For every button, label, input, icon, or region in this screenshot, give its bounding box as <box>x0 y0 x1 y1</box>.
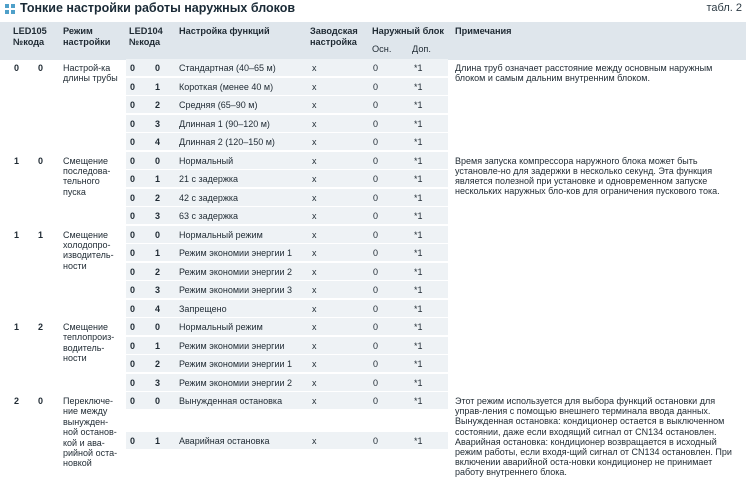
main-cell: 0 <box>373 155 379 166</box>
table-row <box>0 355 746 374</box>
led104-digit-2: 3 <box>155 118 161 129</box>
main-cell: 0 <box>373 303 379 314</box>
main-cell: 0 <box>373 211 379 221</box>
aux-cell: *1 <box>414 248 423 258</box>
factory-cell: x <box>312 303 317 314</box>
aux-cell: *1 <box>414 211 423 221</box>
mode-label: Настрой-ка длины трубы <box>63 63 118 84</box>
led104-digit-1: 0 <box>130 359 136 369</box>
led105-digit-1: 2 <box>14 396 20 406</box>
led104-digit-1: 0 <box>130 303 136 314</box>
main-cell: 0 <box>373 396 379 406</box>
factory-cell: x <box>312 81 317 92</box>
aux-cell: *1 <box>414 81 423 92</box>
led105-digit-2: 0 <box>38 155 44 166</box>
led104-digit-1: 0 <box>130 174 136 184</box>
header-outdoor: Наружный блок <box>372 26 444 36</box>
header-main: Осн. <box>372 44 392 54</box>
led104-digit-1: 0 <box>130 137 136 147</box>
factory-cell: x <box>312 211 317 221</box>
factory-cell: x <box>312 248 317 258</box>
led104-digit-2: 0 <box>155 155 161 166</box>
row-band <box>126 96 448 113</box>
note-text: Время запуска компрессора наружного блока может быть установле-но для задержки в несколько секунд. Эта функция является полезной при установке и одновременном запуске нескольких наружных бло-ков для ограничения пускового тока. <box>455 155 720 197</box>
led104-digit-1: 0 <box>130 63 136 73</box>
aux-cell: *1 <box>414 377 423 388</box>
header-notes: Примечания <box>455 26 512 36</box>
factory-cell: x <box>312 137 317 147</box>
table-row <box>0 59 746 78</box>
led105-digit-1: 1 <box>14 155 20 166</box>
led104-digit-1: 0 <box>130 266 136 277</box>
table-row <box>0 374 746 393</box>
led104-digit-1: 0 <box>130 211 136 221</box>
led104-digit-1: 0 <box>130 435 136 446</box>
table-title: Тонкие настройки работы наружных блоков <box>20 1 296 15</box>
led105-digit-2: 0 <box>38 396 44 406</box>
led105-digit-2: 2 <box>38 322 44 332</box>
header-led105: LED105 №кода <box>13 26 47 47</box>
table-row <box>0 78 746 97</box>
function-cell: Режим экономии энергии 2 <box>179 266 293 277</box>
table-row <box>0 207 746 226</box>
led104-digit-1: 0 <box>130 285 136 295</box>
aux-cell: *1 <box>414 174 423 184</box>
aux-cell: *1 <box>414 322 423 332</box>
table-row <box>0 133 746 152</box>
row-band <box>126 226 448 243</box>
function-cell: Вынужденная остановка <box>179 396 283 406</box>
row-band <box>126 115 448 132</box>
led104-digit-1: 0 <box>130 248 136 258</box>
main-cell: 0 <box>373 377 379 388</box>
aux-cell: *1 <box>414 435 423 446</box>
table-row <box>0 152 746 171</box>
main-cell: 0 <box>373 285 379 295</box>
led105-digit-1: 0 <box>14 63 20 73</box>
led104-digit-1: 0 <box>130 155 136 166</box>
function-cell: Режим экономии энергии 2 <box>179 377 293 388</box>
main-cell: 0 <box>373 435 379 446</box>
led104-digit-1: 0 <box>130 81 136 92</box>
led105-digit-1: 1 <box>14 229 20 240</box>
row-band <box>126 133 448 150</box>
led104-digit-1: 0 <box>130 118 136 129</box>
function-cell: Длинная 1 (90–120 м) <box>179 118 270 129</box>
factory-cell: x <box>312 322 317 332</box>
function-cell: Короткая (менее 40 м) <box>179 81 274 92</box>
led104-digit-2: 1 <box>155 248 161 258</box>
factory-cell: x <box>312 192 317 203</box>
main-cell: 0 <box>373 340 379 351</box>
led104-digit-1: 0 <box>130 192 136 203</box>
main-cell: 0 <box>373 229 379 240</box>
table-row <box>0 337 746 356</box>
led104-digit-2: 1 <box>155 81 161 92</box>
led104-digit-2: 2 <box>155 100 161 110</box>
function-cell: 63 с задержка <box>179 211 239 221</box>
table-row <box>0 392 746 411</box>
row-band <box>126 337 448 354</box>
factory-cell: x <box>312 285 317 295</box>
function-cell: Средняя (65–90 м) <box>179 100 258 110</box>
table-row <box>0 189 746 208</box>
mode-label: Смещение холодопро-изводитель-ности <box>63 229 114 271</box>
factory-cell: x <box>312 155 317 166</box>
row-band <box>126 170 448 187</box>
function-cell: Запрещено <box>179 303 227 314</box>
table-row <box>0 300 746 319</box>
aux-cell: *1 <box>414 192 423 203</box>
led104-digit-2: 0 <box>155 63 161 73</box>
function-cell: 21 с задержка <box>179 174 239 184</box>
function-cell: Режим экономии энергии 3 <box>179 285 293 295</box>
factory-cell: x <box>312 174 317 184</box>
factory-cell: x <box>312 118 317 129</box>
header-function: Настройка функций <box>179 26 270 36</box>
table-row <box>0 263 746 282</box>
led104-digit-2: 1 <box>155 435 161 446</box>
table-title-bar <box>0 0 746 18</box>
main-cell: 0 <box>373 137 379 147</box>
factory-cell: x <box>312 396 317 406</box>
main-cell: 0 <box>373 359 379 369</box>
led104-digit-1: 0 <box>130 340 136 351</box>
aux-cell: *1 <box>414 155 423 166</box>
factory-cell: x <box>312 435 317 446</box>
led104-digit-1: 0 <box>130 100 136 110</box>
function-cell: Аварийная остановка <box>179 435 270 446</box>
aux-cell: *1 <box>414 137 423 147</box>
main-cell: 0 <box>373 81 379 92</box>
header-led104: LED104 №кода <box>129 26 163 47</box>
row-band <box>126 432 448 449</box>
led104-digit-2: 1 <box>155 340 161 351</box>
table-number: табл. 2 <box>706 2 742 14</box>
led105-digit-1: 1 <box>14 322 20 332</box>
function-cell: 42 с задержка <box>179 192 239 203</box>
led104-digit-2: 2 <box>155 266 161 277</box>
led104-digit-1: 0 <box>130 396 136 406</box>
led104-digit-2: 2 <box>155 192 161 203</box>
grid-icon <box>5 4 15 14</box>
function-cell: Нормальный <box>179 155 234 166</box>
mode-label: Смещение последова-тельного пуска <box>63 155 111 197</box>
table-row <box>0 226 746 245</box>
factory-cell: x <box>312 377 317 388</box>
main-cell: 0 <box>373 248 379 258</box>
factory-cell: x <box>312 63 317 73</box>
factory-cell: x <box>312 229 317 240</box>
aux-cell: *1 <box>414 118 423 129</box>
main-cell: 0 <box>373 266 379 277</box>
main-cell: 0 <box>373 118 379 129</box>
factory-cell: x <box>312 359 317 369</box>
header-mode: Режим настройки <box>63 26 111 47</box>
main-cell: 0 <box>373 174 379 184</box>
function-cell: Режим экономии энергии <box>179 340 285 351</box>
factory-cell: x <box>312 340 317 351</box>
led104-digit-2: 3 <box>155 211 161 221</box>
note-text: Этот режим используется для выбора функций остановки для управ-ления с помощью внешнего терминала ввода данных. Вынужденная остановка: кондиционер остается в выключенном состоянии, даже если входящий сигнал от CN134 остановлен. Аварийная остановка: кондиционер возвращается в исходный режим работы, если входя-щий сигнал от CN134 остановлен. При включении аварийной оста-новки кондиционер не принимает работу внутреннего блока. <box>455 396 732 478</box>
table-row <box>0 115 746 134</box>
led104-digit-2: 0 <box>155 229 161 240</box>
led105-digit-2: 1 <box>38 229 44 240</box>
aux-cell: *1 <box>414 359 423 369</box>
function-cell: Нормальный режим <box>179 322 263 332</box>
mode-label: Переключе-ние между вынужден-ной останов-кой и ава-рийной оста-новкой <box>63 396 118 469</box>
function-cell: Режим экономии энергии 1 <box>179 248 293 258</box>
row-band <box>126 318 448 335</box>
header-factory: Заводская настройка <box>310 26 358 47</box>
function-cell: Длинная 2 (120–150 м) <box>179 137 275 147</box>
row-band <box>126 300 448 317</box>
led104-digit-1: 0 <box>130 229 136 240</box>
note-text: Длина труб означает расстояние между основным наружным блоком и самым дальним внутренним блоком. <box>455 63 713 84</box>
table-row <box>0 432 746 451</box>
function-cell: Нормальный режим <box>179 229 263 240</box>
factory-cell: x <box>312 100 317 110</box>
led104-digit-2: 3 <box>155 377 161 388</box>
aux-cell: *1 <box>414 396 423 406</box>
row-band <box>126 59 448 76</box>
led104-digit-1: 0 <box>130 377 136 388</box>
table-row <box>0 170 746 189</box>
led104-digit-2: 4 <box>155 303 161 314</box>
led104-digit-2: 3 <box>155 285 161 295</box>
row-band <box>126 392 448 409</box>
function-cell: Стандартная (40–65 м) <box>179 63 276 73</box>
aux-cell: *1 <box>414 303 423 314</box>
header-aux: Доп. <box>412 44 431 54</box>
row-band <box>126 207 448 224</box>
main-cell: 0 <box>373 63 379 73</box>
led104-digit-1: 0 <box>130 322 136 332</box>
row-band <box>126 152 448 169</box>
table-row <box>0 318 746 337</box>
aux-cell: *1 <box>414 63 423 73</box>
factory-cell: x <box>312 266 317 277</box>
led104-digit-2: 2 <box>155 359 161 369</box>
main-cell: 0 <box>373 100 379 110</box>
led104-digit-2: 4 <box>155 137 161 147</box>
led104-digit-2: 1 <box>155 174 161 184</box>
aux-cell: *1 <box>414 340 423 351</box>
mode-label: Смещение теплопроиз-водитель-ности <box>63 322 115 364</box>
row-band <box>126 78 448 95</box>
table-row <box>0 244 746 263</box>
aux-cell: *1 <box>414 266 423 277</box>
led104-digit-2: 0 <box>155 396 161 406</box>
main-cell: 0 <box>373 322 379 332</box>
table-row <box>0 281 746 300</box>
led105-digit-2: 0 <box>38 63 44 73</box>
function-cell: Режим экономии энергии 1 <box>179 359 293 369</box>
aux-cell: *1 <box>414 285 423 295</box>
aux-cell: *1 <box>414 229 423 240</box>
main-cell: 0 <box>373 192 379 203</box>
row-band <box>126 189 448 206</box>
table-row <box>0 96 746 115</box>
led104-digit-2: 0 <box>155 322 161 332</box>
aux-cell: *1 <box>414 100 423 110</box>
